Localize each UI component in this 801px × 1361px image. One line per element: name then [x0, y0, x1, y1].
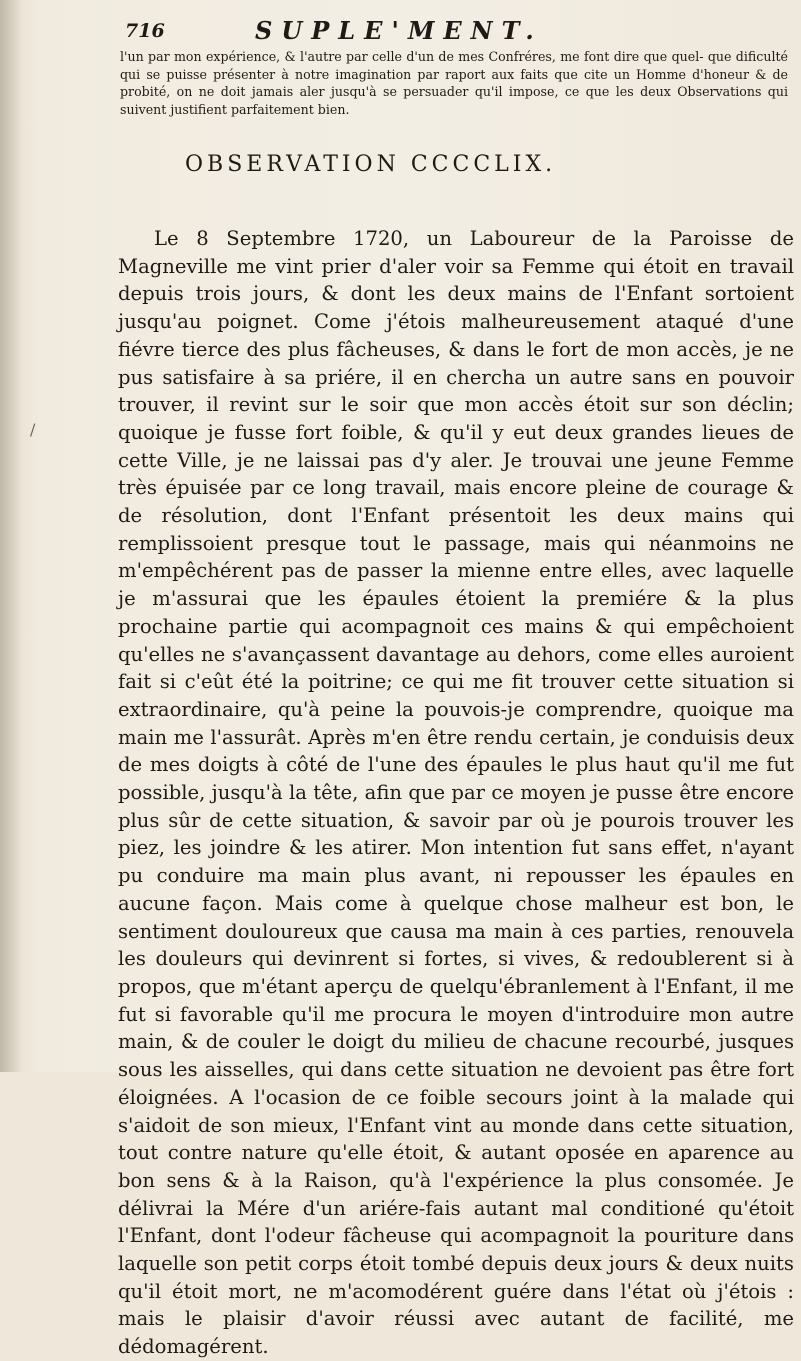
margin-tick: / — [30, 420, 36, 439]
intro-paragraph: l'un par mon expérience, & l'autre par celle d'un de mes Confréres, me font dire que quel- que dificulté qui se puisse présenter à notre imagination par raport aux faits que cite un Homme d'honeur & de probité, on ne doit jamais aler jusqu'à se persuader qu'il impose, ce que les deux Observations qui suivent justifient parfaitement bien. — [120, 49, 788, 117]
binding-shadow — [0, 0, 22, 1072]
running-title: SUPLE'MENT. — [255, 16, 543, 45]
observation-body — [118, 225, 794, 1361]
observation-paragraph: Le 8 Septembre 1720, un Laboureur de la Paroisse de Magneville me vint prier d'aler voir sa Femme qui étoit en travail depuis trois jours, & dont les deux mains de l'Enfant sortoient jusqu'au poignet. Come j'étois malheureusement ataqué d'une fiévre tierce des plus fâcheuses, & dans le fort de mon accès, je ne pus satisfaire à sa priére, il en chercha un autre sans en pouvoir trouver, il revint sur le soir que mon accès étoit sur son déclin; quoique je fusse fort foible, & qu'il y eut deux grandes lieues de cette Ville, je ne laissai pas d'y aler. Je trouvai une jeune Femme très épuisée par ce long travail, mais encore pleine de courage & de résolution, dont l'Enfant présentoit les deux mains qui remplissoient presque tout le passage, mais qui néanmoins ne m'empêchérent pas de passer la mienne entre elles, avec laquelle je m'assurai que les épaules étoient la premiére & la plus prochaine partie qui acompagnoit ces mains & qui empêchoient qu'elles ne s'avançassent davantage au dehors, come elles auroient fait si c'eût été la poitrine; ce qui me fit trouver cette situation si extraordinaire, qu'à peine la pouvois-je comprendre, quoique ma main me l'assurât. Après m'en être rendu certain, je conduisis deux de mes doigts à côté de l'une des épaules le plus haut qu'il me fut possible, jusqu'à la tête, afin que par ce moyen je pusse être encore plus sûr de cette situation, & savoir par où je pourois trouver les piez, les joindre & les atirer. Mon intention fut sans effet, n'ayant pu conduire ma main plus avant, ni repousser les épaules en aucune façon. Mais come à quelque chose malheur est bon, le sentiment douloureux que causa ma main à ces parties, renouvela les douleurs qui devinrent si fortes, si vives, & redoublerent si à propos, que m'étant aperçu de quelqu'ébranlement à l'Enfant, il me fut si favorable qu'il me procura le moyen d'introduire mon autre main, & de couler le doigt du milieu de chacune recourbé, jusques sous les aisselles, qui dans cette situation ne devoient pas être fort éloignées. A l'ocasion de ce foible secours joint à la malade qui s'aidoit de son mieux, l'Enfant vint au monde dans cette situation, tout contre nature qu'elle étoit, & autant oposée en aparence au bon sens & à la Raison, qu'à l'expérience la plus consomée. Je délivrai la Mére d'un ariére-fais autant mal conditioné qu'étoit l'Enfant, dont l'odeur fâcheuse qui acompagnoit la pouriture dans laquelle son petit corps étoit tombé depuis deux jours & deux nuits qu'il étoit mort, ne m'acomodérent guére dans l'état où j'étois : mais le plaisir d'avoir réussi avec autant de facilité, me dédomagérent. — [118, 227, 794, 1359]
page-header — [125, 14, 765, 44]
observation-title: OBSERVATION CCCCLIX. — [185, 152, 557, 177]
page-number: 716 — [125, 20, 165, 42]
